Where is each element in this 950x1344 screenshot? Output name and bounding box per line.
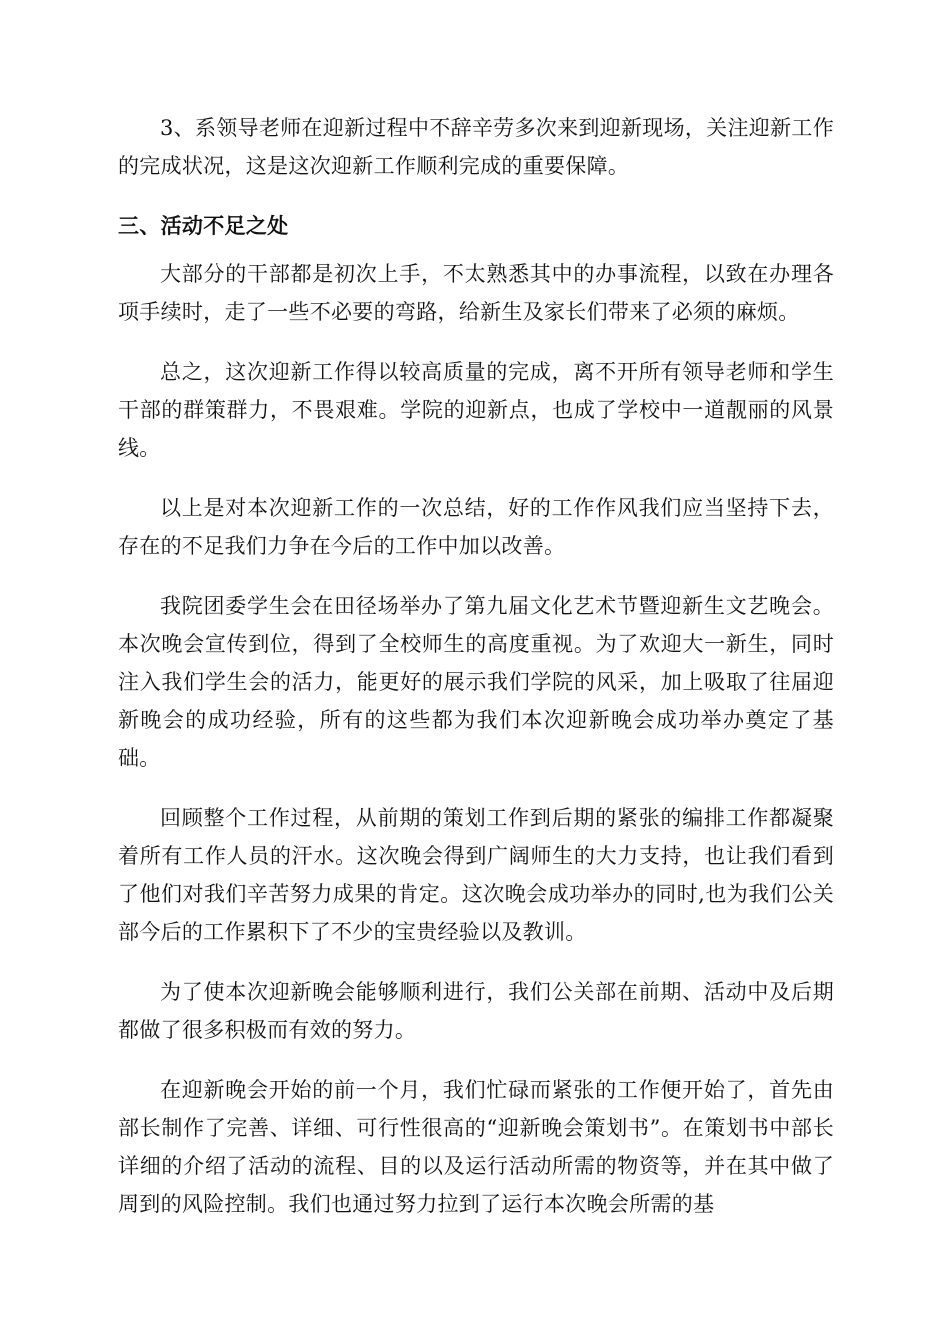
- paragraph-shortcomings: 大部分的干部都是初次上手，不太熟悉其中的办事流程，以致在办理各项手续时，走了一些不必要的弯路，给新生及家长们带来了必须的麻烦。: [118, 262, 834, 324]
- paragraph-gala-review: 回顾整个工作过程，从前期的策划工作到后期的紧张的编排工作都凝聚着所有工作人员的汗水。这次晚会得到广阔师生的大力支持，也让我们看到了他们对我们辛苦努力成果的肯定。这次晚会成功举办的同时,也为我们公关部今后的工作累积下了不少的宝贵经验以及教训。: [118, 806, 834, 944]
- section-heading-shortcomings: 三、活动不足之处: [118, 214, 289, 238]
- paragraph-planning: 在迎新晚会开始的前一个月，我们忙碌而紧张的工作便开始了，首先由部长制作了完善、详细、可行性很高的“迎新晚会策划书”。在策划书中部长详细的介绍了活动的流程、目的以及运行活动所需的物资等，并在其中做了周到的风险控制。我们也通过努力拉到了运行本次晚会所需的基: [118, 1078, 834, 1216]
- document-body: [118, 109, 834, 1245]
- paragraph-conclusion: 以上是对本次迎新工作的一次总结，好的工作作风我们应当坚持下去，存在的不足我们力争在今后的工作中加以改善。: [118, 496, 834, 558]
- paragraph-leadership-support: 3、系领导老师在迎新过程中不辞辛劳多次来到迎新现场，关注迎新工作的完成状况，这是这次迎新工作顺利完成的重要保障。: [118, 116, 834, 178]
- paragraph-gala-intro: 我院团委学生会在田径场举办了第九届文化艺术节暨迎新生文艺晚会。本次晚会宣传到位，得到了全校师生的高度重视。为了欢迎大一新生，同时注入我们学生会的活力，能更好的展示我们学院的风采，加上吸取了往届迎新晚会的成功经验，所有的这些都为我们本次迎新晚会成功举办奠定了基础。: [118, 594, 834, 770]
- paragraph-summary: 总之，这次迎新工作得以较高质量的完成，离不开所有领导老师和学生干部的群策群力，不畏艰难。学院的迎新点，也成了学校中一道靓丽的风景线。: [118, 360, 834, 460]
- paragraph-pr-efforts: 为了使本次迎新晚会能够顺利进行，我们公关部在前期、活动中及后期都做了很多积极而有效的努力。: [118, 980, 834, 1042]
